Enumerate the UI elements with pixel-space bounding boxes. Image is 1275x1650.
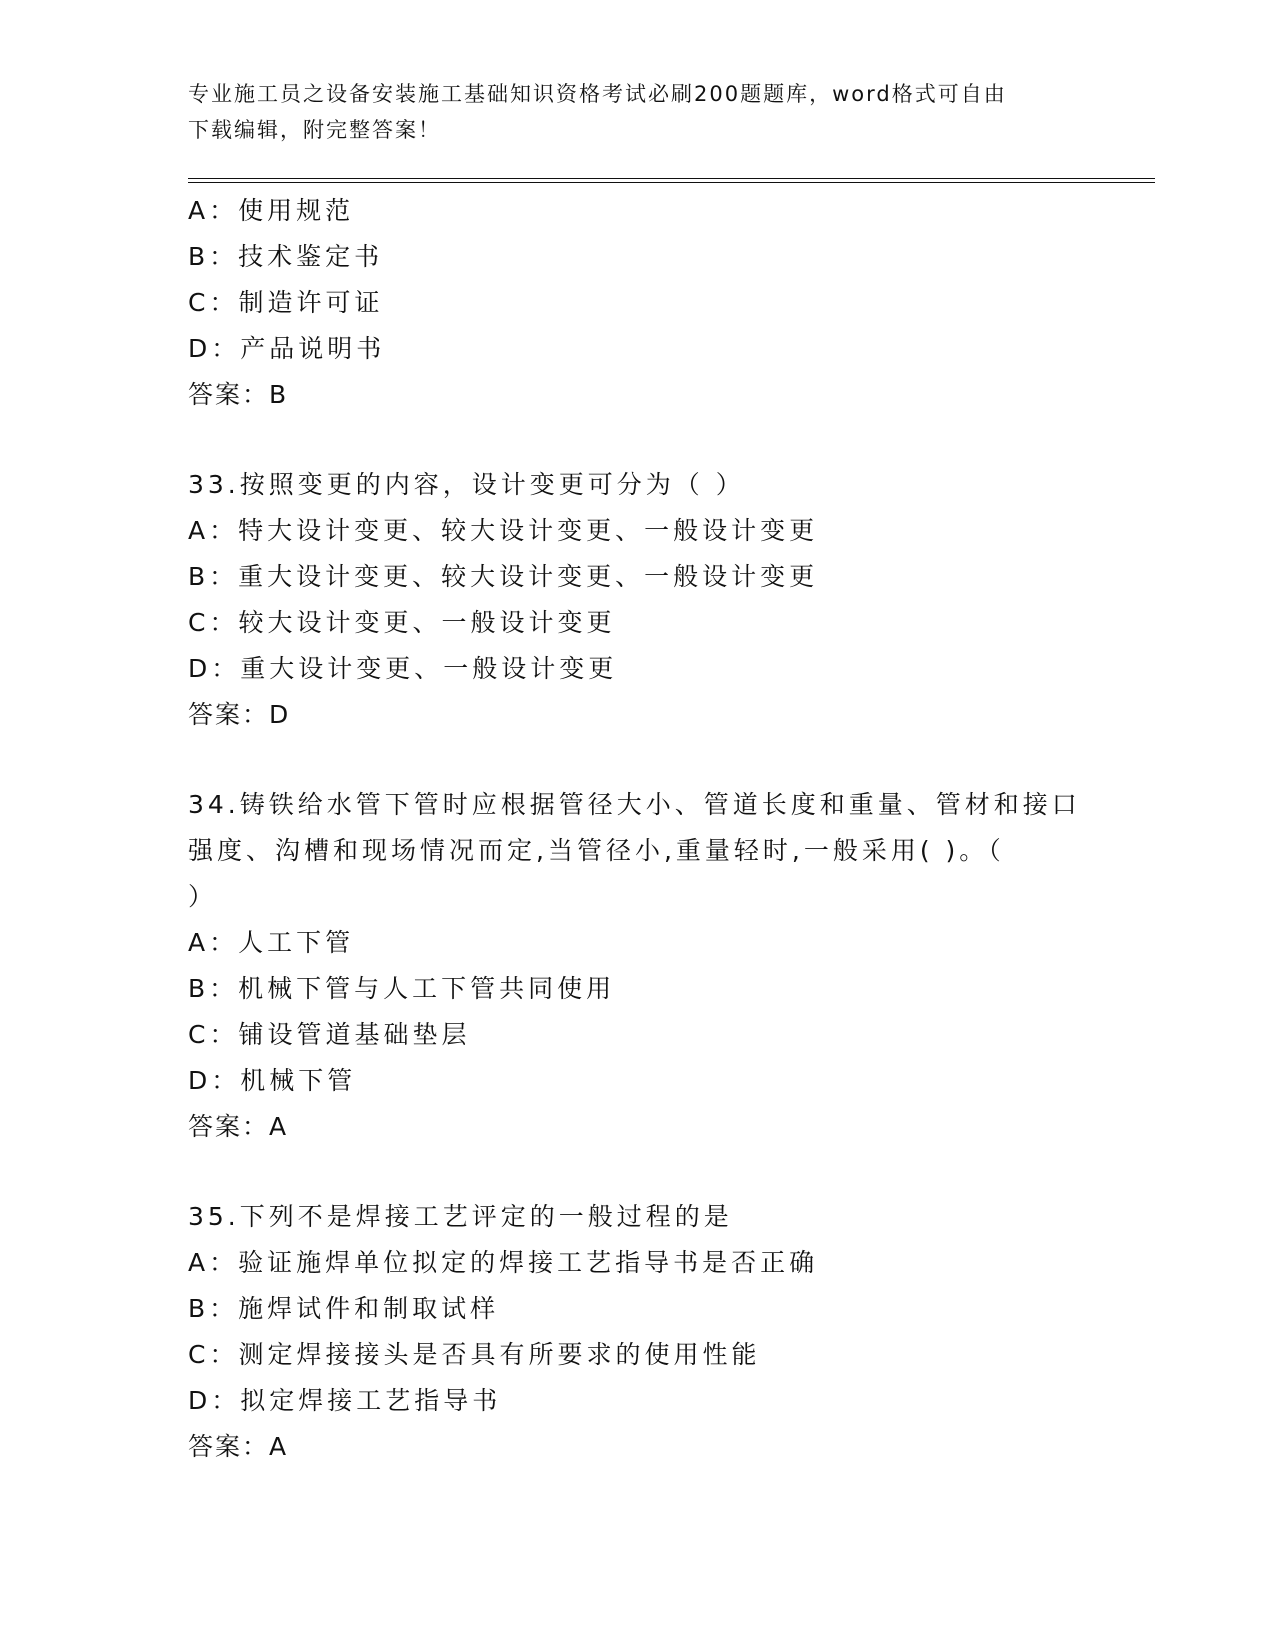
option-d: D：机械下管 (188, 1066, 357, 1095)
question-stem-line-2: 强度、沟槽和现场情况而定,当管径小,重量轻时,一般采用( )。（ (188, 836, 1005, 865)
option-c: C：测定焊接接头是否具有所要求的使用性能 (188, 1340, 761, 1369)
question-stem-line-1: 34.铸铁给水管下管时应根据管径大小、管道长度和重量、管材和接口 (188, 790, 1081, 819)
option-c: C：制造许可证 (188, 288, 384, 317)
question-list (188, 188, 1088, 1470)
header-line-1: 专业施工员之设备安装施工基础知识资格考试必刷200题题库，word格式可自由 (188, 82, 1007, 106)
answer: 答案：A (188, 1432, 289, 1461)
document-header (188, 76, 1068, 148)
option-a: A：使用规范 (188, 196, 355, 225)
option-b: B：技术鉴定书 (188, 242, 384, 271)
header-line-2: 下载编辑，附完整答案！ (188, 118, 441, 142)
question-33 (188, 462, 1088, 738)
option-d: D：拟定焊接工艺指导书 (188, 1386, 502, 1415)
header-divider (188, 178, 1155, 183)
option-c: C：较大设计变更、一般设计变更 (188, 608, 616, 637)
question-stem: 33.按照变更的内容，设计变更可分为（ ） (188, 470, 745, 499)
answer: 答案：D (188, 700, 291, 729)
question-32 (188, 188, 1088, 418)
option-a: A：验证施焊单位拟定的焊接工艺指导书是否正确 (188, 1248, 819, 1277)
question-stem: 35.下列不是焊接工艺评定的一般过程的是 (188, 1202, 733, 1231)
option-a: A：人工下管 (188, 928, 355, 957)
option-a: A：特大设计变更、较大设计变更、一般设计变更 (188, 516, 819, 545)
question-stem-line-3: ） (188, 882, 218, 911)
answer: 答案：B (188, 380, 289, 409)
question-35 (188, 1194, 1088, 1470)
option-d: D：产品说明书 (188, 334, 386, 363)
answer: 答案：A (188, 1112, 289, 1141)
option-b: B：施焊试件和制取试样 (188, 1294, 500, 1323)
option-b: B：重大设计变更、较大设计变更、一般设计变更 (188, 562, 819, 591)
option-b: B：机械下管与人工下管共同使用 (188, 974, 616, 1003)
option-c: C：铺设管道基础垫层 (188, 1020, 471, 1049)
question-34 (188, 782, 1088, 1150)
option-d: D：重大设计变更、一般设计变更 (188, 654, 618, 683)
